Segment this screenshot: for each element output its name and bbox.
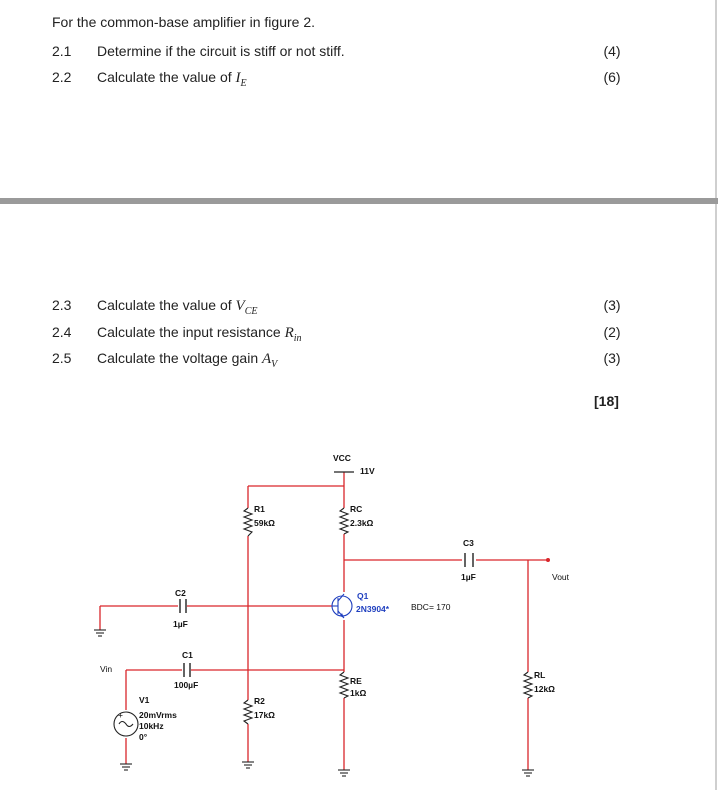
r1-value: 59kΩ	[254, 518, 275, 528]
vcc-label: VCC	[333, 453, 351, 463]
junction-dots	[546, 558, 550, 562]
question-number: 2.4	[52, 324, 72, 340]
marks-2-3: (3)	[603, 297, 621, 313]
r2-value: 17kΩ	[254, 710, 275, 720]
v1-amplitude: 20mVrms	[139, 710, 177, 720]
c3-capacitor	[465, 553, 473, 567]
rl-value: 12kΩ	[534, 684, 555, 694]
question-text: Calculate the value of $I_E$	[97, 69, 247, 89]
math-variable: $V_{CE}$	[235, 298, 258, 317]
c2-value: 1µF	[173, 619, 188, 629]
r2-resistor	[244, 700, 252, 724]
c2-name: C2	[175, 588, 186, 598]
marks-2-5: (3)	[603, 350, 621, 366]
rl-name: RL	[534, 670, 546, 680]
marks-2-2: (6)	[603, 69, 621, 85]
c2-capacitor	[180, 599, 186, 613]
vout-label: Vout	[552, 572, 570, 582]
q1-model: 2N3904*	[356, 604, 390, 614]
rc-resistor	[340, 508, 348, 534]
math-variable: $R_{in}$	[284, 325, 302, 344]
question-text: Calculate the input resistance $R_{in}$	[97, 324, 302, 344]
vin-label: Vin	[100, 664, 113, 674]
c3-name: C3	[463, 538, 474, 548]
question-text: Determine if the circuit is stiff or not stiff.	[97, 43, 345, 59]
vcc-value: 11V	[360, 466, 375, 476]
re-resistor	[340, 672, 348, 698]
rc-value: 2.3kΩ	[350, 518, 374, 528]
r1-name: R1	[254, 504, 265, 514]
re-value: 1kΩ	[350, 688, 367, 698]
question-number: 2.3	[52, 297, 72, 313]
wires	[100, 472, 548, 770]
v1-plus-sign: +	[118, 710, 123, 720]
v1-phase: 0°	[139, 732, 148, 742]
ground-symbol-c2	[94, 630, 106, 636]
math-variable: $A_V$	[262, 351, 278, 370]
marks-2-4: (2)	[603, 324, 621, 340]
bdc-label: BDC= 170	[411, 602, 451, 612]
r2-name: R2	[254, 696, 265, 706]
c3-value: 1µF	[461, 572, 476, 582]
question-text: Calculate the value of $V_{CE}$	[97, 297, 258, 317]
intro-text: For the common-base amplifier in figure 2.	[52, 14, 315, 30]
r1-resistor	[244, 508, 252, 536]
question-number: 2.1	[52, 43, 72, 59]
c1-value: 100µF	[174, 680, 199, 690]
re-name: RE	[350, 676, 362, 686]
c1-capacitor	[184, 663, 190, 677]
question-number: 2.2	[52, 69, 72, 85]
q1-name: Q1	[357, 591, 369, 601]
total-marks: [18]	[594, 393, 619, 409]
rl-resistor	[524, 672, 532, 698]
ground-symbols	[120, 762, 534, 776]
v1-name: V1	[139, 695, 150, 705]
marks-2-1: (4)	[603, 43, 621, 59]
v1-frequency: 10kHz	[139, 721, 164, 731]
c1-name: C1	[182, 650, 193, 660]
math-variable: $I_E$	[235, 70, 247, 89]
question-number: 2.5	[52, 350, 72, 366]
question-text: Calculate the voltage gain $A_V$	[97, 350, 278, 370]
rc-name: RC	[350, 504, 363, 514]
